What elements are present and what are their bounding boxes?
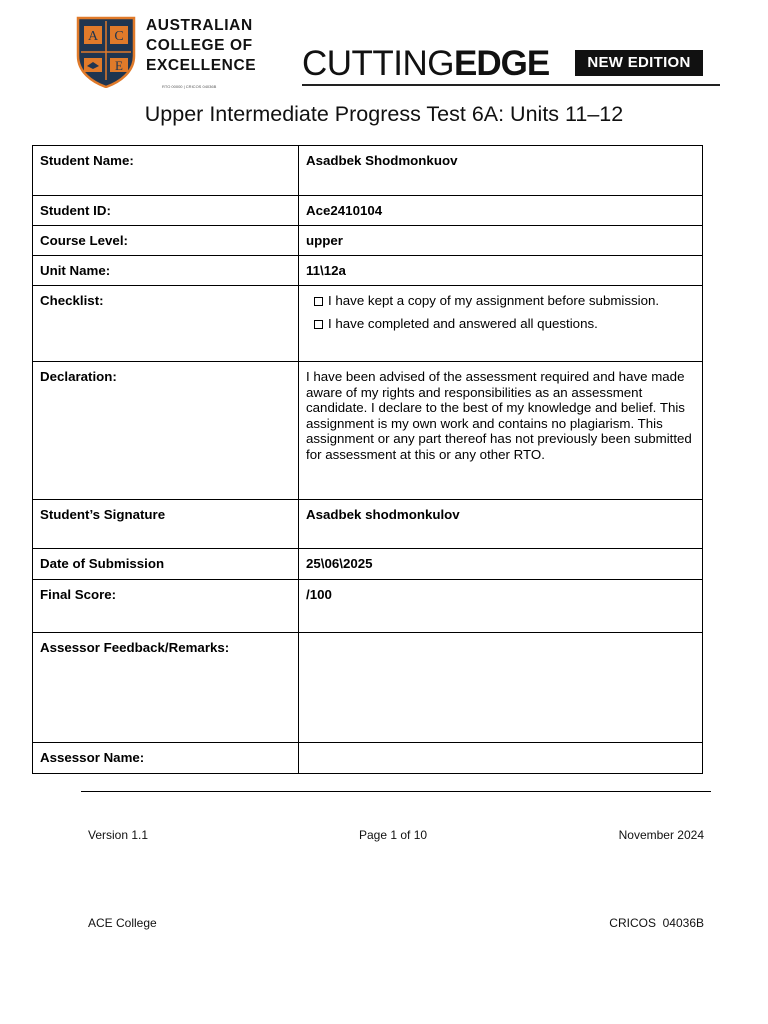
ace-college-name — [146, 16, 256, 76]
student-id-value[interactable]: Ace2410104 — [299, 196, 703, 226]
table-row-declaration — [33, 362, 703, 500]
table-row-unit-name — [33, 256, 703, 286]
assessor-name-field[interactable] — [299, 743, 703, 774]
table-row-final-score — [33, 580, 703, 633]
checklist-item-text: I have completed and answered all questions. — [328, 316, 598, 331]
unit-name-label: Unit Name: — [33, 256, 299, 286]
checklist-item[interactable] — [314, 293, 696, 309]
ace-name-line-2: COLLEGE OF — [146, 37, 253, 54]
checklist-label: Checklist: — [33, 286, 299, 362]
submission-date-label: Date of Submission — [33, 549, 299, 580]
ace-logo-subline: RTO 00000 | CRICOS 04036B — [162, 84, 217, 89]
student-name-label: Student Name: — [33, 146, 299, 196]
shield-letter-c: C — [114, 29, 124, 44]
assessor-name-label: Assessor Name: — [33, 743, 299, 774]
course-level-value[interactable]: upper — [299, 226, 703, 256]
checklist-item-text: I have kept a copy of my assignment before submission. — [328, 293, 660, 308]
shield-letter-e: E — [115, 58, 123, 73]
ace-name-line-1: AUSTRALIAN — [146, 17, 253, 34]
table-row-assessor — [33, 743, 703, 774]
table-row-student-name — [33, 146, 703, 196]
new-edition-badge: NEW EDITION — [575, 50, 703, 76]
signature-value[interactable]: Asadbek shodmonkulov — [299, 500, 703, 549]
table-row-feedback — [33, 633, 703, 743]
checklist-item[interactable] — [314, 316, 696, 332]
footer-date: November 2024 — [618, 828, 704, 842]
course-level-label: Course Level: — [33, 226, 299, 256]
table-row-date — [33, 549, 703, 580]
logo-underline — [302, 84, 720, 86]
footer-version: Version 1.1 — [88, 828, 149, 842]
shield-letter-a: A — [87, 29, 99, 44]
student-name-value[interactable]: Asadbek Shodmonkuov — [299, 146, 703, 196]
cutting-edge-wordmark — [302, 44, 549, 84]
cutting-edge-logo — [302, 44, 722, 88]
table-row-student-id — [33, 196, 703, 226]
page-title: Upper Intermediate Progress Test 6A: Units 11–12 — [144, 102, 624, 126]
student-info-table — [32, 145, 703, 774]
footer-cricos: CRICOS 04036B — [609, 916, 704, 930]
declaration-label: Declaration: — [33, 362, 299, 500]
unit-name-value[interactable]: 11\12a — [299, 256, 703, 286]
ace-shield-icon — [76, 16, 136, 88]
cutting-word: CUTTING — [302, 44, 455, 83]
final-score-value[interactable]: /100 — [299, 580, 703, 633]
submission-date-value[interactable]: 25\06\2025 — [299, 549, 703, 580]
footer-divider — [81, 791, 711, 792]
ace-college-logo — [76, 16, 256, 92]
signature-label: Student’s Signature — [33, 500, 299, 549]
declaration-text: I have been advised of the assessment required and have made aware of my rights and responsibilities as an assessment candidate. I declare to the best of my knowledge and belief. This assignment is my own work and contains no plagiarism. This assignment or any part thereof has not previously been submitted for assessment at this or any other RTO. — [299, 362, 703, 500]
student-id-label: Student ID: — [33, 196, 299, 226]
checkbox-icon[interactable] — [314, 320, 323, 329]
footer-college: ACE College — [88, 916, 157, 930]
edge-word: EDGE — [454, 44, 550, 83]
table-row-checklist — [33, 286, 703, 362]
table-row-signature — [33, 500, 703, 549]
checklist-cell — [299, 286, 703, 362]
final-score-label: Final Score: — [33, 580, 299, 633]
feedback-label: Assessor Feedback/Remarks: — [33, 633, 299, 743]
ace-name-line-3: EXCELLENCE — [146, 57, 257, 74]
table-row-course-level — [33, 226, 703, 256]
feedback-field[interactable] — [299, 633, 703, 743]
checkbox-icon[interactable] — [314, 297, 323, 306]
footer-page-number: Page 1 of 10 — [359, 828, 428, 842]
